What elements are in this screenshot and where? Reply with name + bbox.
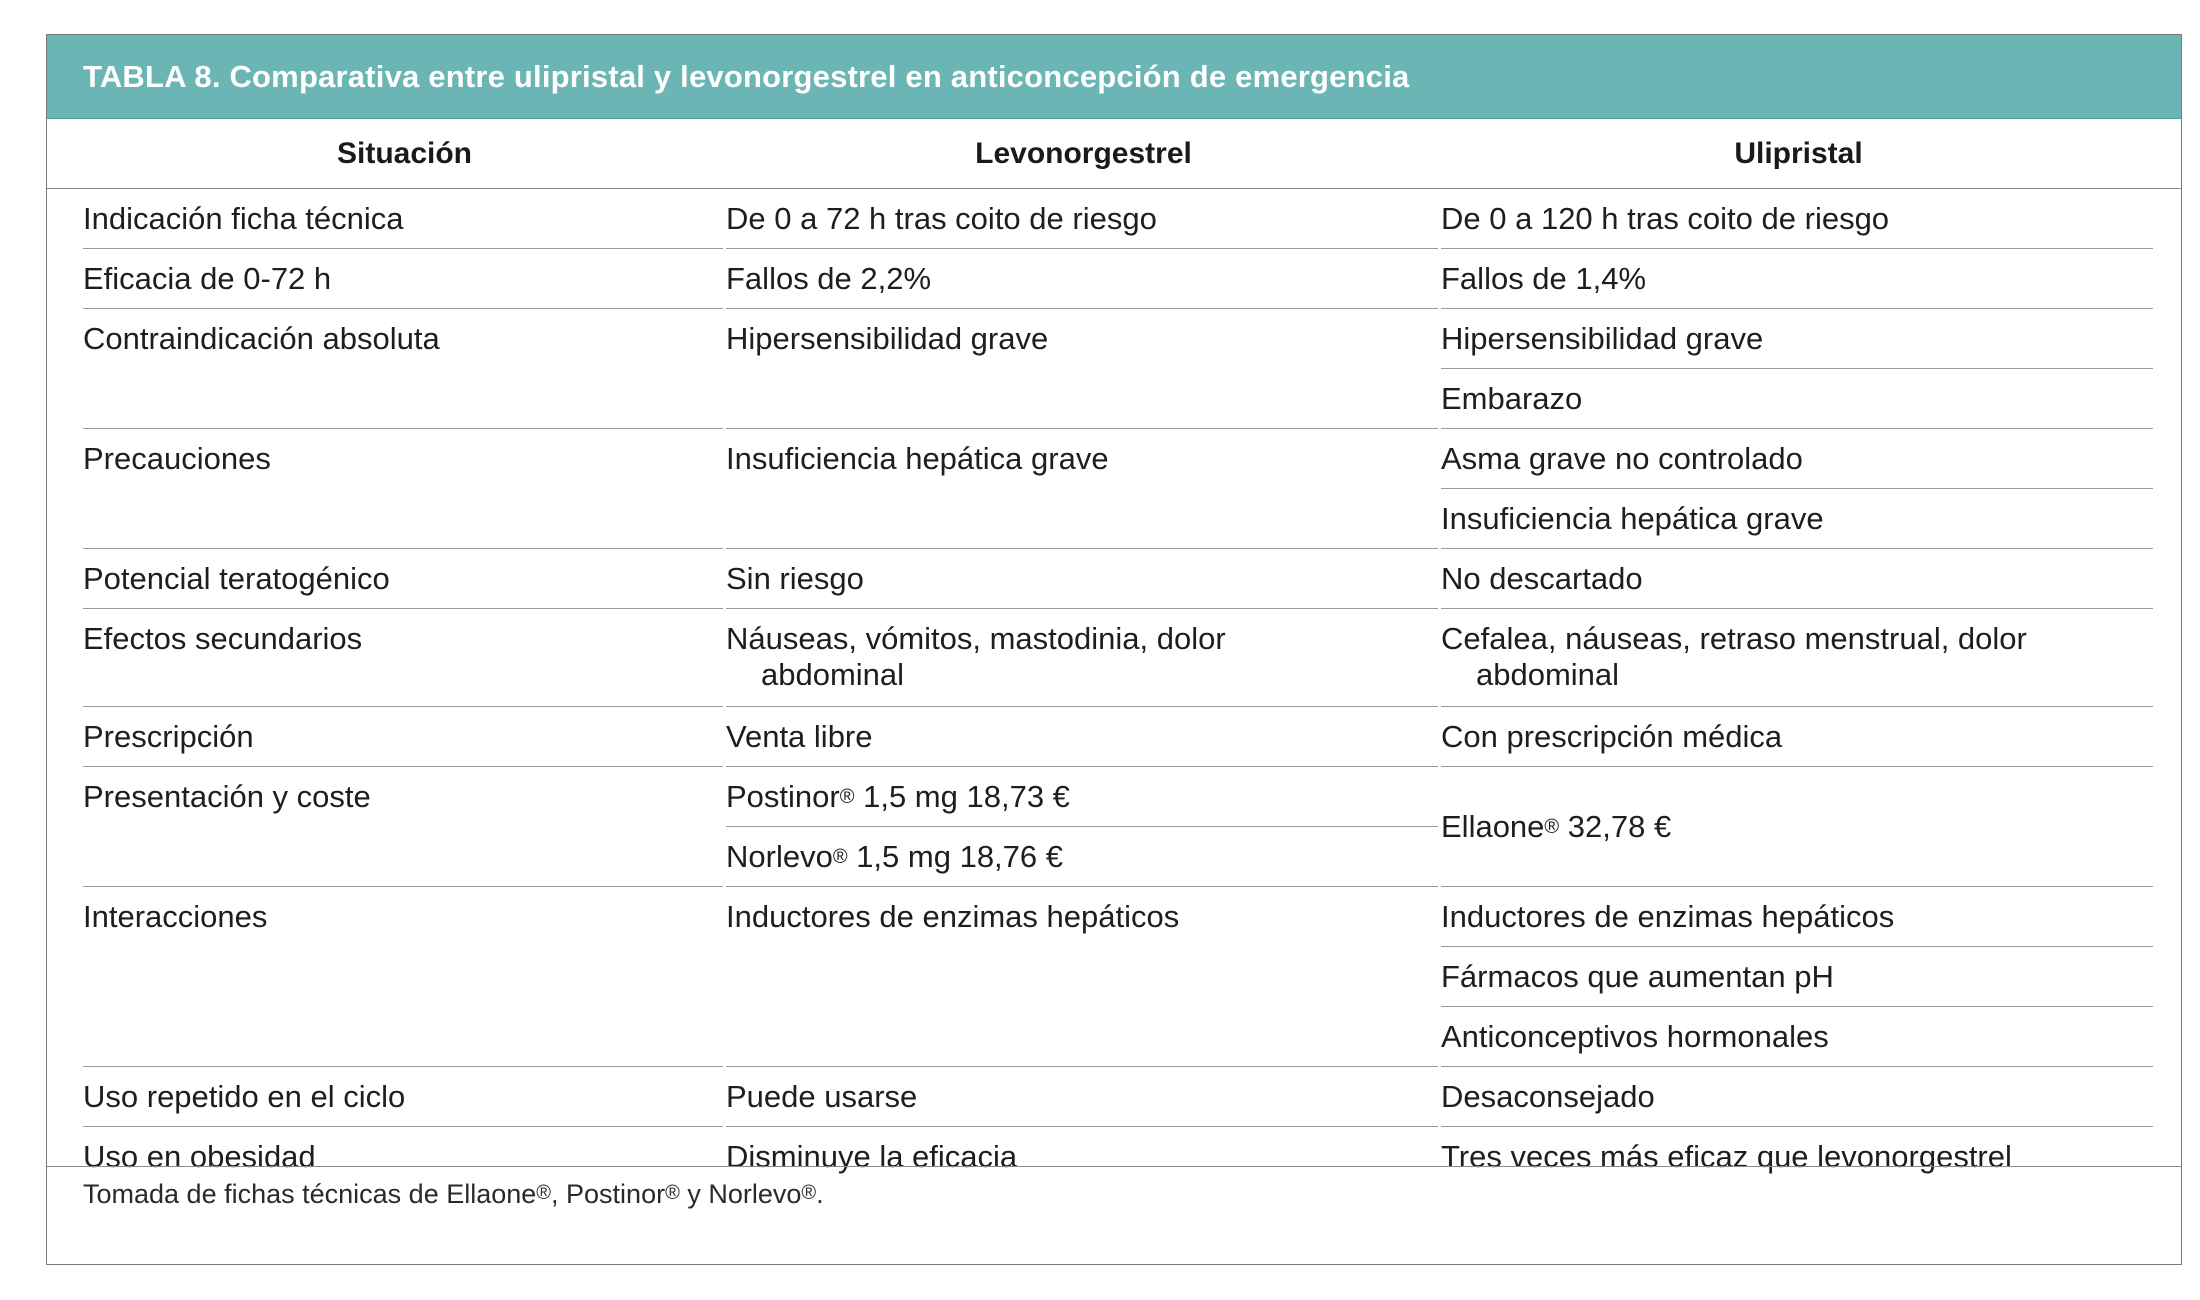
row-obesidad-levonorgestrel: Disminuye la eficacia bbox=[726, 1139, 1018, 1174]
table-footnote: Tomada de fichas técnicas de Ellaone®, Postinor® y Norlevo®. bbox=[83, 1179, 824, 1209]
row-prescripcion-ulipristal: Con prescripción médica bbox=[1441, 707, 2153, 767]
row-eficacia-levonorgestrel: Fallos de 2,2% bbox=[726, 249, 1438, 309]
row-uso-repetido-ulipristal: Desaconsejado bbox=[1441, 1067, 2153, 1127]
row-obesidad-situacion: Uso en obesidad bbox=[83, 1139, 316, 1174]
row-contraindicacion-situacion: Contraindicación absoluta bbox=[83, 309, 723, 429]
row-presentacion-ulipristal: Ellaone® 32,78 € bbox=[1441, 767, 2153, 887]
row-precauciones-ulipristal-1: Asma grave no controlado bbox=[1441, 429, 2153, 489]
row-efectos-ulipristal bbox=[1441, 609, 2153, 707]
row-indicacion-levonorgestrel: De 0 a 72 h tras coito de riesgo bbox=[726, 189, 1438, 249]
row-precauciones-ulipristal-2: Insuficiencia hepática grave bbox=[1441, 489, 2153, 549]
header-ulipristal: Ulipristal bbox=[1734, 137, 1863, 170]
registered-mark: ® bbox=[839, 786, 855, 808]
table-footnote-row bbox=[47, 1166, 2181, 1264]
row-eficacia-situacion: Eficacia de 0-72 h bbox=[83, 249, 723, 309]
registered-mark: ® bbox=[832, 846, 848, 868]
row-contraindicacion-levonorgestrel: Hipersensibilidad grave bbox=[726, 309, 1438, 429]
row-uso-repetido-levonorgestrel: Puede usarse bbox=[726, 1067, 1438, 1127]
row-prescripcion-levonorgestrel: Venta libre bbox=[726, 707, 1438, 767]
header-situacion: Situación bbox=[336, 137, 472, 170]
row-presentacion-situacion: Presentación y coste bbox=[83, 767, 723, 887]
row-interacciones-levonorgestrel: Inductores de enzimas hepáticos bbox=[726, 887, 1438, 1067]
row-contraindicacion-ulipristal-2: Embarazo bbox=[1441, 369, 2153, 429]
row-precauciones-situacion: Precauciones bbox=[83, 429, 723, 549]
row-precauciones-levonorgestrel: Insuficiencia hepática grave bbox=[726, 429, 1438, 549]
efectos-ulipristal-line1: Cefalea, náuseas, retraso menstrual, dolor bbox=[1441, 621, 2027, 656]
row-prescripcion-situacion: Prescripción bbox=[83, 707, 723, 767]
header-levonorgestrel: Levonorgestrel bbox=[975, 137, 1192, 170]
row-teratogenico-levonorgestrel: Sin riesgo bbox=[726, 549, 1438, 609]
efectos-levonorgestrel-line1: Náuseas, vómitos, mastodinia, dolor bbox=[726, 621, 1226, 656]
row-presentacion-levonorgestrel-1: Postinor® 1,5 mg 18,73 € bbox=[726, 767, 1438, 827]
table-title-bar bbox=[47, 35, 2181, 119]
row-teratogenico-situacion: Potencial teratogénico bbox=[83, 549, 723, 609]
table-frame bbox=[46, 34, 2182, 1265]
row-interacciones-situacion: Interacciones bbox=[83, 887, 723, 1067]
row-obesidad-ulipristal: Tres veces más eficaz que levonorgestrel bbox=[1441, 1139, 2012, 1174]
registered-mark: ® bbox=[1544, 815, 1560, 838]
table-title: TABLA 8. Comparativa entre ulipristal y levonorgestrel en anticoncepción de emergencia bbox=[83, 58, 1410, 94]
row-teratogenico-ulipristal: No descartado bbox=[1441, 549, 2153, 609]
efectos-ulipristal-line2: abdominal bbox=[1476, 657, 1620, 692]
row-eficacia-ulipristal: Fallos de 1,4% bbox=[1441, 249, 2153, 309]
row-efectos-levonorgestrel bbox=[726, 609, 1438, 707]
row-indicacion-ulipristal: De 0 a 120 h tras coito de riesgo bbox=[1441, 189, 2153, 249]
table-header-row bbox=[47, 119, 2181, 189]
row-presentacion-levonorgestrel-2: Norlevo® 1,5 mg 18,76 € bbox=[726, 827, 1438, 887]
row-uso-repetido-situacion: Uso repetido en el ciclo bbox=[83, 1067, 723, 1127]
row-contraindicacion-ulipristal-1: Hipersensibilidad grave bbox=[1441, 309, 2153, 369]
row-interacciones-ulipristal-1: Inductores de enzimas hepáticos bbox=[1441, 887, 2153, 947]
row-efectos-situacion: Efectos secundarios bbox=[83, 609, 723, 707]
row-indicacion-situacion: Indicación ficha técnica bbox=[83, 189, 723, 249]
efectos-levonorgestrel-line2: abdominal bbox=[761, 657, 905, 692]
row-interacciones-ulipristal-3: Anticonceptivos hormonales bbox=[1441, 1007, 2153, 1067]
row-interacciones-ulipristal-2: Fármacos que aumentan pH bbox=[1441, 947, 2153, 1007]
